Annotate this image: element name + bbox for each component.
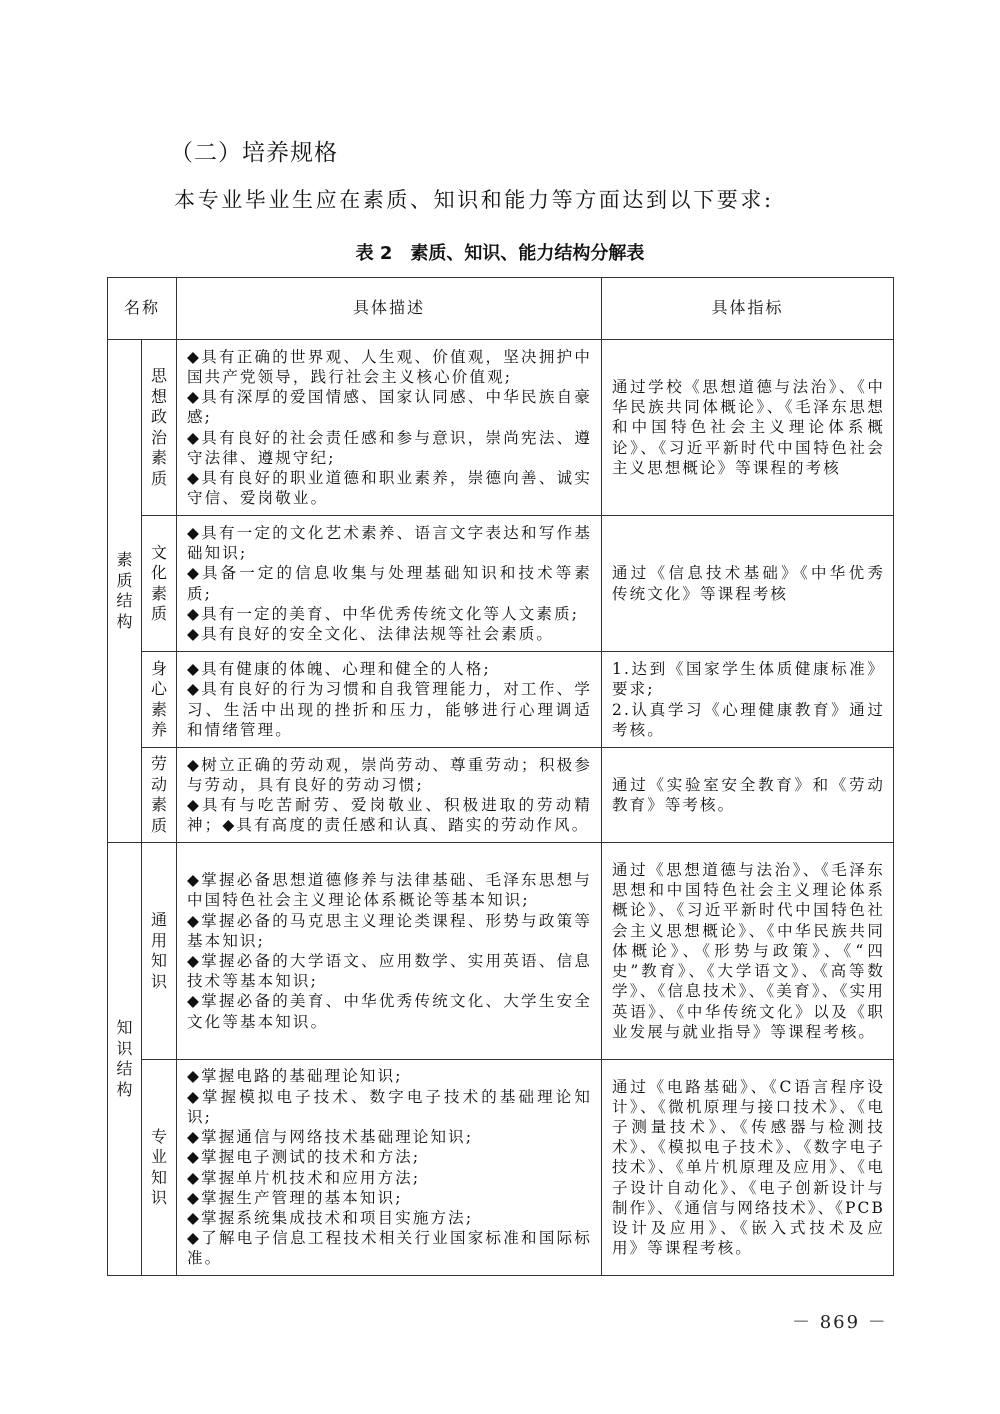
intro-paragraph: 本专业毕业生应在素质、知识和能力等方面达到以下要求: [174,188,774,212]
subcategory-cell [142,1060,177,1276]
indicator-text: 1.达到《国家学生体质健康标准》要求; 2.认真学习《心理健康教育》通过考核。 [612,660,886,739]
subcategory-name: 文化素质 [151,542,168,623]
description-cell [177,340,602,516]
header-indicator: 具体指标 [602,278,894,340]
indicator-cell [602,340,894,516]
page-number: － 869 － [792,1312,888,1333]
description-item: ◆掌握模拟电子技术、数字电子技术的基础理论知识; [187,1087,593,1126]
table-row [108,516,894,652]
table-caption: 表 2 素质、知识、能力结构分解表 [355,243,645,264]
description-item: ◆了解电子信息工程技术相关行业国家标准和国际标准。 [187,1229,593,1268]
description-item: ◆掌握必备的美育、中华优秀传统文化、大学生安全文化等基本知识。 [187,992,593,1031]
description-item: ◆掌握生产管理的基本知识; [187,1188,403,1207]
subcategory-cell [142,652,177,748]
indicator-text: 通过《思想道德与法治》、《毛泽东思想和中国特色社会主义理论体系概论》、《习近平新时代中国特色社会主义思想概论》、《中华民族共同体概论》、《形势与政策》、《“四史”教育》、《大学语文》、《高等数学》、《信息技术》、《美育》、《实用英语》、《中华传统文化》以及《职业发展与就业指导》等课程考核。 [612,861,886,1041]
description-item: ◆具有健康的体魄、心理和健全的人格; [187,660,491,679]
subcategory-name: 通用知识 [151,910,168,991]
description-item: ◆掌握通信与网络技术基础理论知识; [187,1128,474,1147]
group-name: 知识结构 [116,1018,133,1099]
subcategory-cell [142,340,177,516]
description-cell [177,652,602,748]
table-header-row [108,278,894,340]
description-cell [177,516,602,652]
description-cell [177,843,602,1060]
subcategory-cell [142,843,177,1060]
description-item: ◆具有良好的职业道德和职业素养，崇德向善、诚实守信、爱岗敬业。 [187,468,593,508]
indicator-cell [602,843,894,1060]
description-item: ◆具备一定的信息收集与处理基础知识和技术等素质; [187,564,593,603]
description-item: ◆掌握电路的基础理论知识; [187,1067,403,1086]
indicator-text: 通过学校《思想道德与法治》、《中华民族共同体概论》、《毛泽东思想和中国特色社会主义理论体系概论》、《习近平新时代中国特色社会主义思想概论》等课程的考核 [612,377,886,477]
description-cell [177,1060,602,1276]
description-cell [177,748,602,843]
table-row [108,340,894,516]
description-item: ◆树立正确的劳动观，崇尚劳动、尊重劳动；积极参与劳动，具有良好的劳动习惯; [187,755,593,794]
description-item: ◆掌握必备的马克思主义理论类课程、形势与政策等基本知识; [187,911,593,950]
subcategory-name: 身心素养 [151,658,168,739]
structure-table [107,277,894,1276]
description-item: ◆具有深厚的爱国情感、国家认同感、中华民族自豪感; [187,388,593,427]
indicator-cell [602,1060,894,1276]
table-row [108,1060,894,1276]
group-name-cell [108,843,142,1276]
description-item: ◆掌握单片机技术和应用方法; [187,1168,421,1187]
subcategory-name: 劳动素质 [151,754,168,835]
description-item: ◆具有良好的社会责任感和参与意识，崇尚宪法、遵守法律、遵规守纪; [187,428,593,467]
subcategory-cell [142,748,177,843]
header-description: 具体描述 [177,278,602,340]
table-row [108,652,894,748]
description-item: ◆具有正确的世界观、人生观、价值观，坚决拥护中国共产党领导，践行社会主义核心价值观; [187,347,593,386]
indicator-text: 通过《实验室安全教育》和《劳动教育》等考核。 [612,775,886,814]
description-item: ◆具有良好的行为习惯和自我管理能力，对工作、学习、生活中出现的挫折和压力，能够进行心理调适和情绪管理。 [187,680,593,739]
description-item: ◆具有良好的安全文化、法律法规等社会素质。 [187,624,555,643]
indicator-text: 通过《电路基础》、《C语言程序设计》、《微机原理与接口技术》、《电子测量技术》、《传感器与检测技术》、《模拟电子技术》、《数字电子技术》、《单片机原理及应用》、《电子设计自动化》、《电子创新设计与制作》、《通信与网络技术》、《PCB设计及应用》、《嵌入式技术及应用》等课程考核。 [612,1077,886,1258]
table-row [108,748,894,843]
description-item: ◆掌握必备的大学语文、应用数学、实用英语、信息技术等基本知识; [187,952,593,991]
indicator-cell [602,516,894,652]
table-row [108,843,894,1060]
indicator-cell [602,652,894,748]
description-item: ◆具有一定的文化艺术素养、语言文字表达和写作基础知识; [187,523,593,563]
subcategory-name: 专业知识 [151,1126,168,1207]
header-name: 名称 [108,278,177,340]
indicator-cell [602,748,894,843]
description-item: ◆掌握必备思想道德修养与法律基础、毛泽东思想与中国特色社会主义理论体系概论等基本知识; [187,871,593,910]
description-item: ◆具有与吃苦耐劳、爱岗敬业、积极进取的劳动精神；◆具有高度的责任感和认真、踏实的劳动作风。 [187,796,593,835]
group-name: 素质结构 [116,550,133,631]
description-item: ◆掌握电子测试的技术和方法; [187,1148,421,1167]
subcategory-name: 思想政治素质 [151,366,168,488]
description-item: ◆具有一定的美育、中华优秀传统文化等人文素质; [187,604,580,623]
subcategory-cell [142,516,177,652]
section-heading: （二）培养规格 [170,140,338,166]
indicator-text: 通过《信息技术基础》《中华优秀传统文化》等课程考核 [612,564,886,603]
description-item: ◆掌握系统集成技术和项目实施方法; [187,1208,474,1227]
group-name-cell [108,340,142,843]
